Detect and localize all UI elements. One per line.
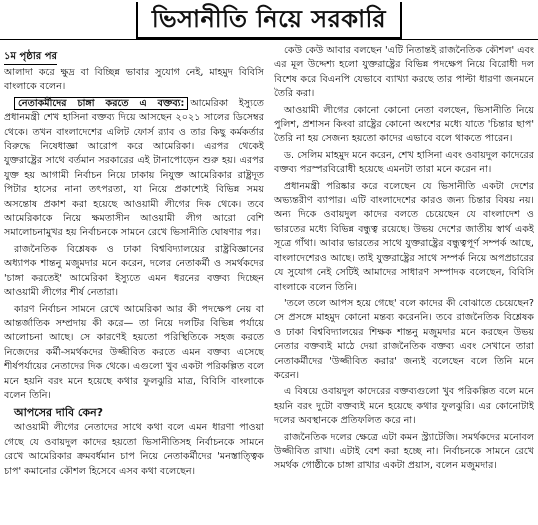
headline-area bbox=[0, 0, 538, 40]
paragraph: 'তলে তলে আপস হয়ে গেছে' বলে কাদের কী বোঝাতে চেয়েছেন? সে প্রসঙ্গে মাহমুদ কোনো মন্তব্য করেননি। তবে রাজনৈতিক বিশ্লেষক ও ঢাকা বিশ্ববিদ্যালয়ের শিক্ষক শান্তনু মজুমদার মনে করছেন উভয় নেতার বক্তব্যই মাঠে দেয়া রাজনৈতিক বক্তব্য এবং সেখানে তারা নেতাকর্মীদের 'উজ্জীবিত করার' জন্যই বলেছেন বলে তিনি মনে করেন। bbox=[274, 297, 534, 381]
left-column bbox=[4, 44, 264, 523]
right-column bbox=[274, 44, 534, 523]
paragraph: কেউ কেউ আবার বলছেন 'এটি নিতান্তই রাজনৈতিক কৌশল' এবং এর মূল উদ্দেশ্য হলো যুক্তরাষ্ট্রের বিভিন্ন পদক্ষেপ নিয়ে বিরোধী দল বিশেষ করে বিএনপি যেভাবে ব্যাখ্যা করছে তার পাল্টা ধারণা জনমনে তৈরি করা। bbox=[274, 45, 534, 100]
paragraph: আওয়ামী লীগের নেতাদের সাথে কথা বলে এমন ধারণা পাওয়া গেছে যে ওবায়দুল কাদের হয়তো ভিসানীতিসহ নির্বাচনকে সামনে রেখে আমেরিকার ক্রমবর্ধমান চাপ নিয়ে নেতাকর্মীদের 'মনস্তাত্ত্বিক চাপ' কমানোর কৌশল হিসেবে এসব কথা বলেছেন। bbox=[4, 422, 264, 477]
article-columns bbox=[4, 44, 534, 523]
paragraph: আওয়ামী লীগের কোনো কোনো নেতা বলছেন, ভিসানীতি নিয়ে পুলিশ, প্রশাসন কিংবা রাষ্ট্রের কোনো অংশের মধ্যে যাতে 'চিন্তার ছাপ' তৈরি না হয় সেজন্য হয়তো কাদের এভাবে বলে থাকতে পারেন। bbox=[274, 104, 534, 145]
paragraph: এ বিষয়ে ওবায়দুল কাদেরের বক্তব্যগুলো খুব পরিকল্পিত বলে মনে হয়নি বরং দুটো বক্তব্যই মনে হয়েছে কথার ফুলঝুরি। এর কোনোটাই দলের অবস্থানকে প্রতিফলিত করে না। bbox=[274, 386, 534, 427]
paragraph-with-subhead bbox=[4, 97, 264, 241]
paragraph: প্রধানমন্ত্রী পরিষ্কার করে বলেছেন যে ভিসানীতি একটা দেশের অভ্যন্তরীণ ব্যাপার। এটি বাংলাদেশের কারও জন্য চিন্তার বিষয় নয়। অন্য দিকে ওবায়দুল কাদের বলতে চেয়েছেন যে বাংলাদেশ ও ভারতের মধ্যে বিভিন্ন বন্ধুত্ব রয়েছে। উভয় দেশের জাতীয় স্বার্থ একই সূত্রে গাঁথা। আবার ভারতের সাথে যুক্তরাষ্ট্রের বন্ধুত্বপূর্ণ সম্পর্ক আছে, বাংলাদেশেরও আছে। তাই যুক্তরাষ্ট্রের সাথে সম্পর্ক নিয়ে অপপ্রচারের যে সুযোগ নেই সেটিই আমাদের সাধারণ সম্পাদক বলেছেন, বিবিসি বাংলাকে বলেন তিনি। bbox=[274, 180, 534, 293]
paragraph: রাজনৈতিক দলের ক্ষেত্রে এটা কমন স্ট্র্যাটেজি। সমর্থকদের মনোবল উজ্জীবিত রাখা। এটাই বেশ করা হচ্ছে না। নির্বাচনকে সামনে রেখে সমর্থক গোষ্ঠীকে চাঙ্গা রাখার একটা প্রয়াস, বলেন মজুমদার। bbox=[274, 431, 534, 472]
paragraph: আলাদা করে ক্ষুদ্র বা বিচ্ছিন্ন ভাবার সুযোগ নেই, মাহমুদ বিবিসি বাংলাকে বলেন। bbox=[4, 67, 264, 93]
continued-kicker: ১ম পৃষ্ঠার পর bbox=[4, 50, 57, 65]
paragraph-text: আমেরিকা ইস্যুতে প্রধানমন্ত্রী শেখ হাসিনা বক্তব্য দিয়ে আসছেন ২০২১ সালের ডিসেম্বর থেকে। তখন বাংলাদেশের এলিট ফোর্স র‌্যাব ও তার কিছু কর্মকর্তার বিরুদ্ধে নিষেধাজ্ঞা আরোপ করে আমেরিকা। এরপর থেকেই যুক্তরাষ্ট্রের সাথে বর্তমান সরকারের এই টানাপোড়েন শুরু হয়। এরপর যুক্ত হয় আগামী নির্বাচন নিয়ে ঢাকায় নিযুক্ত আমেরিকার রাষ্ট্রদূত পিটার হাসের নানা তৎপরতা, যা নিয়ে প্রকাশ্যেই বিভিন্ন সময় অসন্তোষ প্রকাশ করা হয়েছে আওয়ামী লীগের দিক থেকে। তবে আমেরিকাকে নিয়ে ক্ষমতাসীন আওয়ামী লীগ আরো বেশি সমালোচনামুখর হয় নির্বাচনকে সামনে রেখে ভিসানীতি ঘোষণার পর। bbox=[4, 97, 264, 239]
paragraph: কারণ নির্বাচন সামনে রেখে আমেরিকা আর কী পদক্ষেপ নেয় বা আন্তর্জাতিক সম্প্রদায় কী করে— তা নিয়ে দলটির বিভিন্ন পর্যায়ে আলোচনা আছে। সে কারণেই হয়তো পরিস্থিতিকে সহজ করতে নিজেদের কর্মী-সমর্থকদের উজ্জীবিত করতে এমন বক্তব্য এসেছে শীর্ষপর্যায়ের নেতাদের দিক থেকে। এগুলো খুব একটা পরিকল্পিত বলে মনে হয়নি বরং মনে হয়েছে কথার ফুলঝুরি মাত্র, বিবিসি বাংলাকে বলেন তিনি। bbox=[4, 303, 264, 401]
headline-rule bbox=[0, 39, 538, 40]
paragraph: ড. সেলিম মাহমুদ মনে করেন, শেখ হাসিনা এবং ওবায়দুল কাদেরের বক্তব্য পরস্পরবিরোধী হয়েছে এমনটা তারা মনে করেন না। bbox=[274, 149, 534, 176]
subheading: নেতাকর্মীদের চাঙ্গা করতে এ বক্তব্য: bbox=[14, 97, 188, 110]
section-heading: আপসের দাবি কেন? bbox=[14, 406, 104, 420]
headline: ভিসানীতি নিয়ে সরকারি bbox=[136, 2, 402, 39]
paragraph: রাজনৈতিক বিশ্লেষক ও ঢাকা বিশ্ববিদ্যালয়ের রাষ্ট্রবিজ্ঞানের অধ্যাপক শান্তনু মজুমদার মনে করেন, দলের নেতাকর্মী ও সমর্থকদের 'চাঙ্গা করতেই' আমেরিকা ইস্যুতে এমন ধরনের বক্তব্য দিচ্ছেন আওয়ামী লীগের শীর্ষ নেতারা। bbox=[4, 243, 264, 299]
